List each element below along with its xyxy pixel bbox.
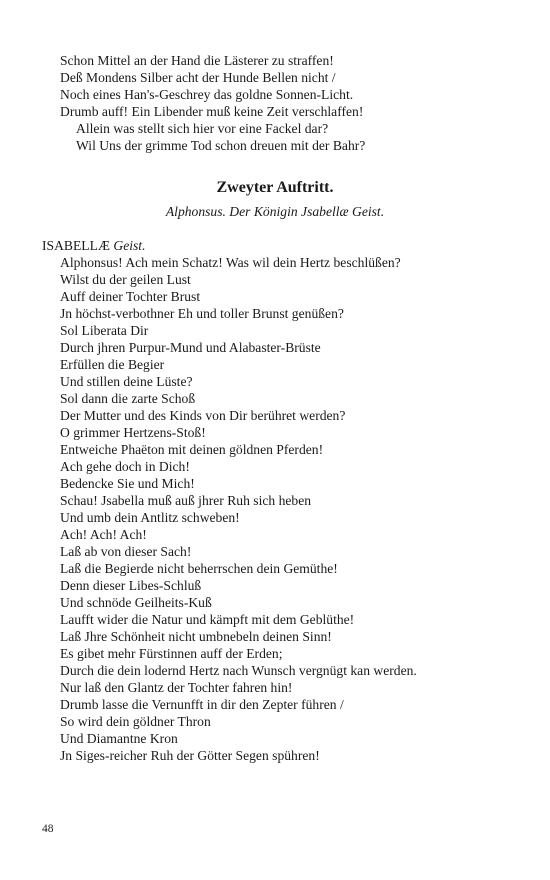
verse-line: Drumb auff! Ein Libender muß keine Zeit verschlaffen! bbox=[60, 104, 364, 119]
speech-line: Erfüllen die Begier bbox=[60, 357, 165, 372]
speech-line: Sol dann die zarte Schoß bbox=[60, 391, 196, 406]
speech-line: Denn dieser Libes-Schluß bbox=[60, 578, 202, 593]
speech-line: Und Diamantne Kron bbox=[60, 731, 178, 746]
speech-line: Durch jhren Purpur-Mund und Alabaster-Brüste bbox=[60, 340, 321, 355]
scene-cast: Alphonsus. Der Königin Jsabellæ Geist. bbox=[165, 204, 385, 219]
verse-line: Wil Uns der grimme Tod schon dreuen mit der Bahr? bbox=[76, 138, 366, 153]
speech-line: Auff deiner Tochter Brust bbox=[60, 289, 201, 304]
speech-line: Der Mutter und des Kinds von Dir berühret werden? bbox=[60, 408, 346, 423]
verse-line: Deß Mondens Silber acht der Hunde Bellen nicht / bbox=[60, 70, 336, 85]
speech-line: Laufft wider die Natur und kämpft mit dem Geblüthe! bbox=[60, 612, 355, 627]
speech-line: Durch die dein lodernd Hertz nach Wunsch vergnügt kan werden. bbox=[60, 663, 417, 678]
speech-line: Alphonsus! Ach mein Schatz! Was wil dein Hertz beschlüßen? bbox=[60, 255, 401, 270]
speech-line: Wilst du der geilen Lust bbox=[60, 272, 191, 287]
speech-line: Nur laß den Glantz der Tochter fahren hin! bbox=[60, 680, 293, 695]
speech-line: Und umb dein Antlitz schweben! bbox=[60, 510, 240, 525]
speech-line: Ach gehe doch in Dich! bbox=[60, 459, 190, 474]
speech-line: Laß Jhre Schönheit nicht umbnebeln deinen Sinn! bbox=[60, 629, 332, 644]
speech-line: Schau! Jsabella muß auß jhrer Ruh sich heben bbox=[60, 493, 312, 508]
speaker-role: Geist. bbox=[113, 238, 146, 253]
speech-line: So wird dein göldner Thron bbox=[60, 714, 211, 729]
speech-line: Und stillen deine Lüste? bbox=[60, 374, 193, 389]
speech-line: Und schnöde Geilheits-Kuß bbox=[60, 595, 212, 610]
speaker-line bbox=[42, 237, 145, 254]
speech-line: Jn Siges-reicher Ruh der Götter Segen spühren! bbox=[60, 748, 320, 763]
speech-line: Jn höchst-verbothner Eh und toller Brunst genüßen? bbox=[60, 306, 344, 321]
speech-line: Laß ab von dieser Sach! bbox=[60, 544, 192, 559]
speech-line: Drumb lasse die Vernunfft in dir den Zepter führen / bbox=[60, 697, 344, 712]
page-number: 48 bbox=[42, 823, 54, 835]
speech-line: Entweiche Phaëton mit deinen göldnen Pferden! bbox=[60, 442, 324, 457]
speaker-name: ISABELLÆ bbox=[42, 238, 110, 253]
speech-line: Ach! Ach! Ach! bbox=[60, 527, 147, 542]
verse-line: Schon Mittel an der Hand die Lästerer zu straffen! bbox=[60, 53, 334, 68]
speech-line: Bedencke Sie und Mich! bbox=[60, 476, 195, 491]
verse-line: Noch eines Han's-Geschrey das goldne Sonnen-Licht. bbox=[60, 87, 354, 102]
scene-title: Zweyter Auftritt. bbox=[216, 179, 334, 196]
speech-line: Es gibet mehr Fürstinnen auff der Erden; bbox=[60, 646, 283, 661]
speech-line: O grimmer Hertzens-Stoß! bbox=[60, 425, 206, 440]
speech-line: Laß die Begierde nicht beherrschen dein Gemüthe! bbox=[60, 561, 338, 576]
speech-line: Sol Liberata Dir bbox=[60, 323, 149, 338]
verse-line: Allein was stellt sich hier vor eine Fackel dar? bbox=[76, 121, 329, 136]
